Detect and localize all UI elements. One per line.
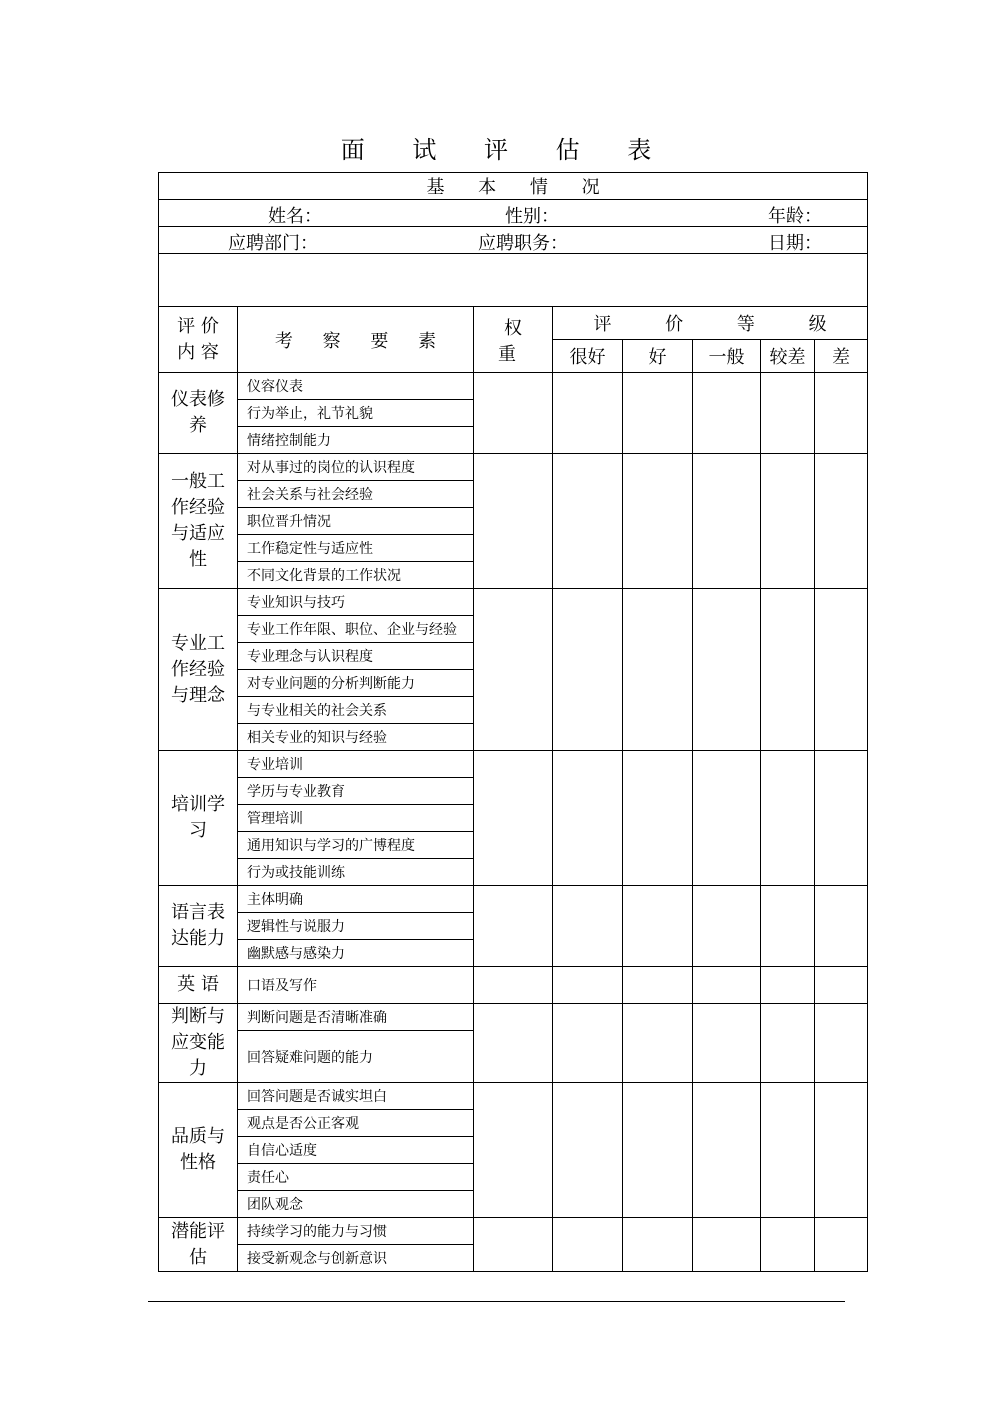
age-label: 年龄： bbox=[768, 206, 822, 227]
grade-good-cell[interactable] bbox=[623, 1083, 693, 1218]
grade-bad-cell[interactable] bbox=[815, 1218, 868, 1272]
grade-poor-cell[interactable] bbox=[761, 886, 815, 967]
grade-bad-cell[interactable] bbox=[815, 1083, 868, 1218]
date-label: 日期： bbox=[768, 233, 822, 254]
grade-poor-cell[interactable] bbox=[761, 751, 815, 886]
grade-very-good-cell[interactable] bbox=[553, 1083, 623, 1218]
header-elements: 考 察 要 素 bbox=[238, 307, 474, 373]
element-item: 通用知识与学习的广博程度 bbox=[238, 832, 474, 859]
weight-cell[interactable] bbox=[474, 454, 553, 589]
header-grade-bad: 差 bbox=[815, 340, 868, 373]
table-row bbox=[159, 1083, 868, 1110]
element-item: 工作稳定性与适应性 bbox=[238, 535, 474, 562]
grade-bad-cell[interactable] bbox=[815, 589, 868, 751]
table-row bbox=[159, 373, 868, 400]
element-item: 对专业问题的分析判断能力 bbox=[238, 670, 474, 697]
element-item: 与专业相关的社会关系 bbox=[238, 697, 474, 724]
grade-average-cell[interactable] bbox=[693, 886, 761, 967]
grade-bad-cell[interactable] bbox=[815, 373, 868, 454]
element-item: 自信心适度 bbox=[238, 1137, 474, 1164]
weight-cell[interactable] bbox=[474, 751, 553, 886]
grade-average-cell[interactable] bbox=[693, 373, 761, 454]
header-grade-average: 一般 bbox=[693, 340, 761, 373]
grade-average-cell[interactable] bbox=[693, 751, 761, 886]
element-item: 观点是否公正客观 bbox=[238, 1110, 474, 1137]
category-label: 培训学 习 bbox=[159, 751, 238, 886]
grade-good-cell[interactable] bbox=[623, 886, 693, 967]
grade-very-good-cell[interactable] bbox=[553, 454, 623, 589]
weight-cell[interactable] bbox=[474, 373, 553, 454]
element-item: 回答疑难问题的能力 bbox=[238, 1031, 474, 1083]
category-label: 潜能评 估 bbox=[159, 1218, 238, 1272]
element-item: 对从事过的岗位的认识程度 bbox=[238, 454, 474, 481]
grade-average-cell[interactable] bbox=[693, 1083, 761, 1218]
header-weight: 权 重 bbox=[474, 307, 553, 373]
element-item: 行为或技能训练 bbox=[238, 859, 474, 886]
grade-good-cell[interactable] bbox=[623, 589, 693, 751]
category-label: 仪表修 养 bbox=[159, 373, 238, 454]
header-grade: 评 价 等 级 bbox=[553, 307, 868, 340]
grade-good-cell[interactable] bbox=[623, 373, 693, 454]
grade-poor-cell[interactable] bbox=[761, 967, 815, 1004]
category-label: 一般工 作经验 与适应 性 bbox=[159, 454, 238, 589]
element-item: 幽默感与感染力 bbox=[238, 940, 474, 967]
position-label: 应聘职务： bbox=[478, 233, 568, 254]
element-item: 管理培训 bbox=[238, 805, 474, 832]
element-item: 仪容仪表 bbox=[238, 373, 474, 400]
table-row bbox=[159, 751, 868, 778]
element-item: 主体明确 bbox=[238, 886, 474, 913]
header-grade-poor: 较差 bbox=[761, 340, 815, 373]
element-item: 回答问题是否诚实坦白 bbox=[238, 1083, 474, 1110]
element-item: 团队观念 bbox=[238, 1191, 474, 1218]
grade-poor-cell[interactable] bbox=[761, 373, 815, 454]
table-row bbox=[159, 967, 868, 1004]
grade-poor-cell[interactable] bbox=[761, 589, 815, 751]
weight-cell[interactable] bbox=[474, 1004, 553, 1083]
element-item: 专业培训 bbox=[238, 751, 474, 778]
grade-average-cell[interactable] bbox=[693, 1218, 761, 1272]
table-row bbox=[159, 454, 868, 481]
grade-bad-cell[interactable] bbox=[815, 886, 868, 967]
element-item: 口语及写作 bbox=[238, 967, 474, 1004]
grade-very-good-cell[interactable] bbox=[553, 589, 623, 751]
category-label: 判断与 应变能 力 bbox=[159, 1004, 238, 1083]
header-evaluation-content: 评 价 内 容 bbox=[159, 307, 238, 373]
element-item: 相关专业的知识与经验 bbox=[238, 724, 474, 751]
grade-poor-cell[interactable] bbox=[761, 1218, 815, 1272]
element-item: 行为举止，礼节礼貌 bbox=[238, 400, 474, 427]
grade-poor-cell[interactable] bbox=[761, 1083, 815, 1218]
blank-notes-cell[interactable] bbox=[159, 254, 868, 307]
grade-very-good-cell[interactable] bbox=[553, 373, 623, 454]
grade-very-good-cell[interactable] bbox=[553, 1218, 623, 1272]
element-item: 接受新观念与创新意识 bbox=[238, 1245, 474, 1272]
element-item: 社会关系与社会经验 bbox=[238, 481, 474, 508]
element-item: 专业工作年限、职位、企业与经验 bbox=[238, 616, 474, 643]
element-item: 不同文化背景的工作状况 bbox=[238, 562, 474, 589]
interview-evaluation-table bbox=[158, 172, 868, 1272]
document-title: 面 试 评 估 表 bbox=[340, 136, 672, 164]
grade-average-cell[interactable] bbox=[693, 967, 761, 1004]
grade-good-cell[interactable] bbox=[623, 1004, 693, 1083]
table-row bbox=[159, 1218, 868, 1245]
weight-cell[interactable] bbox=[474, 1083, 553, 1218]
grade-good-cell[interactable] bbox=[623, 967, 693, 1004]
header-grade-good: 好 bbox=[623, 340, 693, 373]
element-item: 职位晋升情况 bbox=[238, 508, 474, 535]
table-row bbox=[159, 886, 868, 913]
category-label: 英 语 bbox=[159, 967, 238, 1004]
grade-poor-cell[interactable] bbox=[761, 454, 815, 589]
element-item: 判断问题是否清晰准确 bbox=[238, 1004, 474, 1031]
grade-average-cell[interactable] bbox=[693, 589, 761, 751]
basic-info-row-2 bbox=[159, 227, 868, 254]
footer-divider bbox=[148, 1301, 845, 1302]
grade-average-cell[interactable] bbox=[693, 454, 761, 589]
grade-bad-cell[interactable] bbox=[815, 751, 868, 886]
element-item: 逻辑性与说服力 bbox=[238, 913, 474, 940]
grade-good-cell[interactable] bbox=[623, 454, 693, 589]
element-item: 学历与专业教育 bbox=[238, 778, 474, 805]
weight-cell[interactable] bbox=[474, 1218, 553, 1272]
name-label: 姓名： bbox=[268, 206, 322, 227]
weight-cell[interactable] bbox=[474, 886, 553, 967]
category-label: 专业工 作经验 与理念 bbox=[159, 589, 238, 751]
grade-very-good-cell[interactable] bbox=[553, 967, 623, 1004]
department-label: 应聘部门： bbox=[228, 233, 318, 254]
grade-bad-cell[interactable] bbox=[815, 1004, 868, 1083]
element-item: 责任心 bbox=[238, 1164, 474, 1191]
weight-cell[interactable] bbox=[474, 967, 553, 1004]
grade-very-good-cell[interactable] bbox=[553, 751, 623, 886]
table-row bbox=[159, 1004, 868, 1031]
category-label: 语言表 达能力 bbox=[159, 886, 238, 967]
grade-bad-cell[interactable] bbox=[815, 967, 868, 1004]
element-item: 专业知识与技巧 bbox=[238, 589, 474, 616]
grade-bad-cell[interactable] bbox=[815, 454, 868, 589]
grade-average-cell[interactable] bbox=[693, 1004, 761, 1083]
grade-good-cell[interactable] bbox=[623, 1218, 693, 1272]
header-grade-very-good: 很好 bbox=[553, 340, 623, 373]
basic-info-title: 基 本 情 况 bbox=[159, 173, 868, 200]
element-item: 情绪控制能力 bbox=[238, 427, 474, 454]
element-item: 持续学习的能力与习惯 bbox=[238, 1218, 474, 1245]
grade-very-good-cell[interactable] bbox=[553, 886, 623, 967]
grade-poor-cell[interactable] bbox=[761, 1004, 815, 1083]
weight-cell[interactable] bbox=[474, 589, 553, 751]
grade-very-good-cell[interactable] bbox=[553, 1004, 623, 1083]
grade-good-cell[interactable] bbox=[623, 751, 693, 886]
basic-info-row-1 bbox=[159, 200, 868, 227]
element-item: 专业理念与认识程度 bbox=[238, 643, 474, 670]
category-label: 品质与 性格 bbox=[159, 1083, 238, 1218]
gender-label: 性别： bbox=[505, 206, 559, 227]
table-row bbox=[159, 589, 868, 616]
